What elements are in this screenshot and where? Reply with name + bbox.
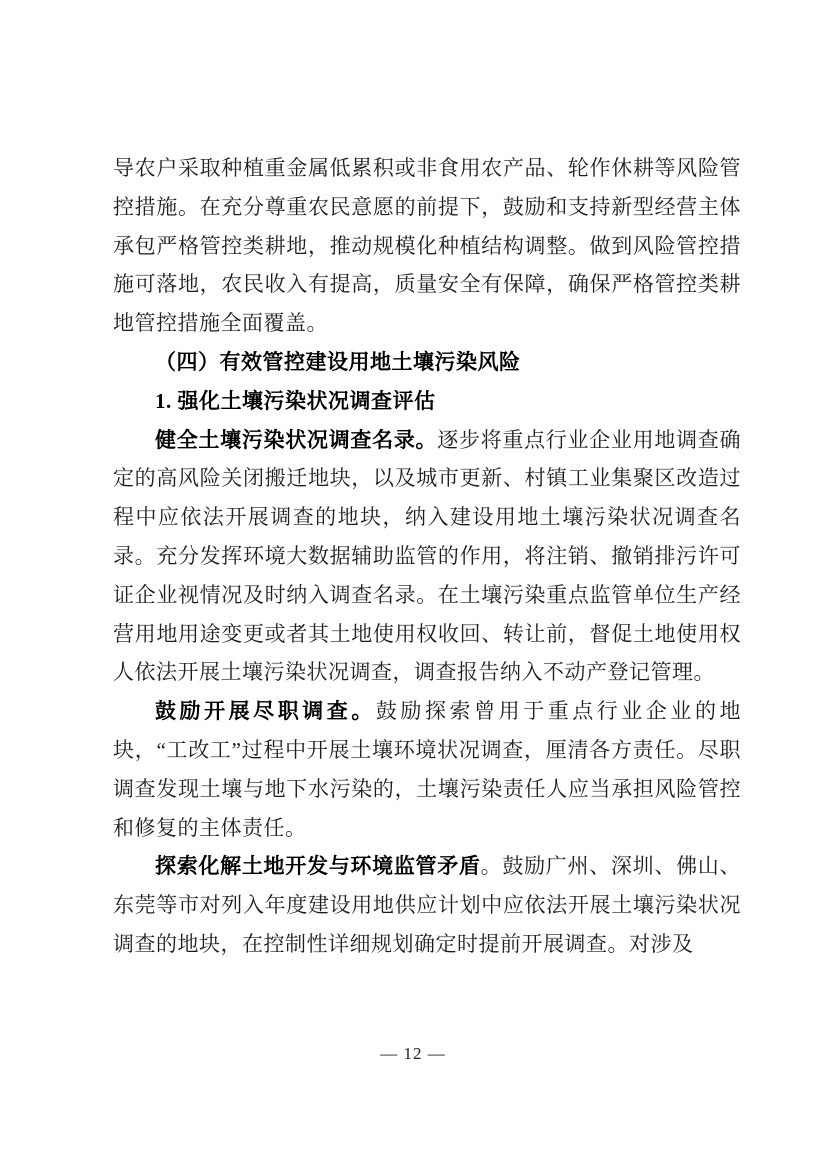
paragraph-lead: 探索化解土地开发与环境监管矛盾 <box>155 854 481 879</box>
page-footer <box>0 1044 826 1064</box>
paragraph <box>113 692 741 847</box>
page-number: — 12 — <box>380 1044 446 1063</box>
paragraph-text: 导农户采取种植重金属低累积或非食用农产品、轮作休耕等风险管控措施。在充分尊重农民意愿的前提下，鼓励和支持新型经营主体承包严格管控类耕地，推动规模化种植结构调整。做到风险管控措施可落地，农民收入有提高，质量安全有保障，确保严格管控类耕地管控措施全面覆盖。 <box>113 156 741 336</box>
paragraph-text: 逐步将重点行业企业用地调查确定的高风险关闭搬迁地块，以及城市更新、村镇工业集聚区改造过程中应依法开展调查的地块，纳入建设用地土壤污染状况调查名录。充分发挥环境大数据辅助监管的作用，将注销、撤销排污许可证企业视情况及时纳入调查名录。在土壤污染重点监管单位生产经营用地用途变更或者其土地使用权收回、转让前，督促土地使用权人依法开展土壤污染状况调查，调查报告纳入不动产登记管理。 <box>113 427 741 685</box>
paragraph-continuation <box>113 149 741 343</box>
document-body <box>113 149 741 964</box>
section-heading <box>113 343 741 382</box>
section-heading-text: （四）有效管控建设用地土壤污染风险 <box>155 349 521 374</box>
paragraph-text: 鼓励探索曾用于重点行业企业的地块，“工改工”过程中开展土壤环境状况调查，厘清各方责任。尽职调查发现土壤与地下水污染的，土壤污染责任人应当承担风险管控和修复的主体责任。 <box>113 699 741 840</box>
paragraph <box>113 847 741 963</box>
paragraph <box>113 421 741 693</box>
paragraph-lead: 鼓励开展尽职调查。 <box>155 699 376 724</box>
paragraph-text: 。鼓励广州、深圳、佛山、东莞等市对列入年度建设用地供应计划中应依法开展土壤污染状况调查的地块，在控制性详细规划确定时提前开展调查。对涉及 <box>113 854 741 956</box>
paragraph-lead: 健全土壤污染状况调查名录。 <box>155 427 438 452</box>
subsection-heading-text: 1. 强化土壤污染状况调查评估 <box>155 388 436 413</box>
subsection-heading <box>113 382 741 421</box>
